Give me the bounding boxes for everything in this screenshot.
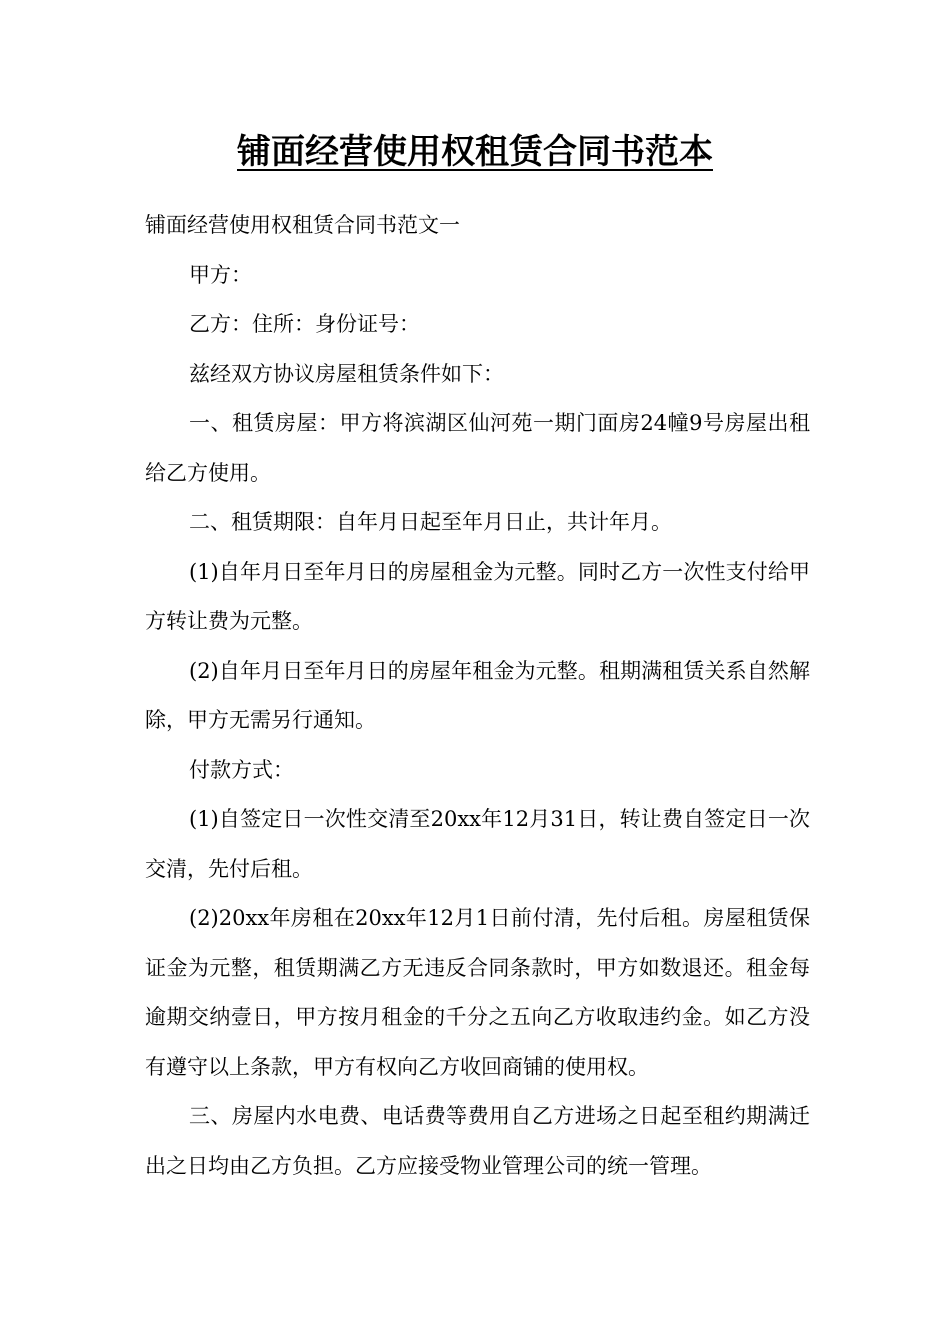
clause-1-premises: 一、租赁房屋：甲方将滨湖区仙河苑一期门面房24幢9号房屋出租给乙方使用。 xyxy=(145,411,810,485)
document-body xyxy=(145,201,810,1191)
payment-method-heading: 付款方式： xyxy=(189,757,294,782)
clause-2-item-2: (2)自年月日至年月日的房屋年租金为元整。租期满租赁关系自然解除，甲方无需另行通知。 xyxy=(145,658,810,732)
party-b-line: 乙方：住所：身份证号： xyxy=(189,312,420,336)
clause-3-utilities: 三、房屋内水电费、电话费等费用自乙方进场之日起至租约期满迁出之日均由乙方负担。乙方应接受物业管理公司的统一管理。 xyxy=(145,1104,810,1178)
section-heading: 铺面经营使用权租赁合同书范文一 xyxy=(145,213,460,237)
party-a-line: 甲方： xyxy=(189,262,252,287)
agreement-intro: 兹经双方协议房屋租赁条件如下： xyxy=(189,361,504,386)
payment-item-2: (2)20xx年房租在20xx年12月1日前付清，先付后租。房屋租赁保证金为元整，租赁期满乙方无违反合同条款时，甲方如数退还。租金每逾期交纳壹日，甲方按月租金的千分之五向乙方收取违约金。如乙方没有遵守以上条款，甲方有权向乙方收回商铺的使用权。 xyxy=(145,906,810,1079)
payment-item-1: (1)自签定日一次性交清至20xx年12月31日，转让费自签定日一次交清，先付后租。 xyxy=(145,807,810,881)
document-title-text: 铺面经营使用权租赁合同书范本 xyxy=(237,132,713,172)
document-title xyxy=(0,128,950,176)
clause-2-item-1: (1)自年月日至年月日的房屋租金为元整。同时乙方一次性支付给甲方转让费为元整。 xyxy=(145,559,810,633)
clause-2-term: 二、租赁期限：自年月日起至年月日止，共计年月。 xyxy=(189,510,672,534)
